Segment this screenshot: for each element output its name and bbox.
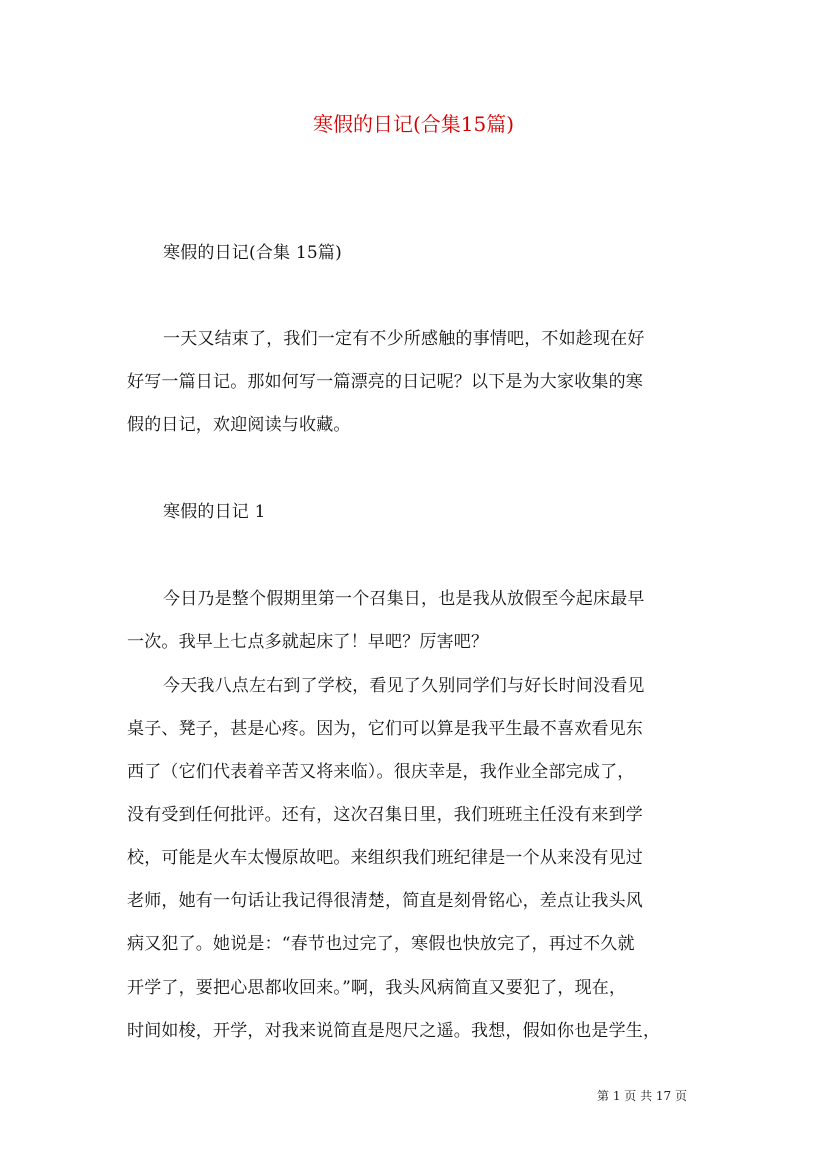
paragraph-line: 桌子、凳子，甚是心疼。因为，它们可以算是我平生最不喜欢看见东 (127, 719, 643, 739)
intro-line: 假的日记，欢迎阅读与收藏。 (127, 415, 351, 435)
intro-line: 一天又结束了，我们一定有不少所感触的事情吧，不如趁现在好 (163, 329, 645, 349)
paragraph-line: 校，可能是火车太慢原故吧。来组织我们班纪律是一个从来没有见过 (127, 848, 643, 868)
paragraph-line: 老师，她有一句话让我记得很清楚，简直是刻骨铭心，差点让我头风 (127, 891, 643, 911)
paragraph-line: 今天我八点左右到了学校，看见了久别同学们与好长时间没看见 (163, 676, 645, 696)
page-number: 第 1 页 共 17 页 (597, 1089, 687, 1103)
paragraph-line: 西了（它们代表着辛苦又将来临）。很庆幸是，我作业全部完成了， (127, 762, 635, 782)
section-heading: 寒假的日记 1 (163, 502, 266, 522)
intro-line: 好写一篇日记。那如何写一篇漂亮的日记呢？以下是为大家收集的寒 (127, 372, 643, 392)
document-subtitle: 寒假的日记(合集 15篇) (163, 243, 342, 263)
document-title: 寒假的日记(合集15篇) (312, 112, 515, 136)
paragraph-line: 病又犯了。她说是：“春节也过完了，寒假也快放完了，再过不久就 (127, 934, 635, 954)
paragraph-line: 一次。我早上七点多就起床了！早吧？厉害吧？ (127, 632, 489, 652)
paragraph-line: 今日乃是整个假期里第一个召集日，也是我从放假至今起床最早 (163, 589, 645, 609)
paragraph-line: 开学了，要把心思都收回来。”啊，我头风病简直又要犯了，现在， (127, 978, 627, 998)
paragraph-line: 没有受到任何批评。还有，这次召集日里，我们班班主任没有来到学 (127, 805, 643, 825)
paragraph-line: 时间如梭，开学，对我来说简直是咫尺之遥。我想，假如你也是学生， (127, 1021, 661, 1041)
